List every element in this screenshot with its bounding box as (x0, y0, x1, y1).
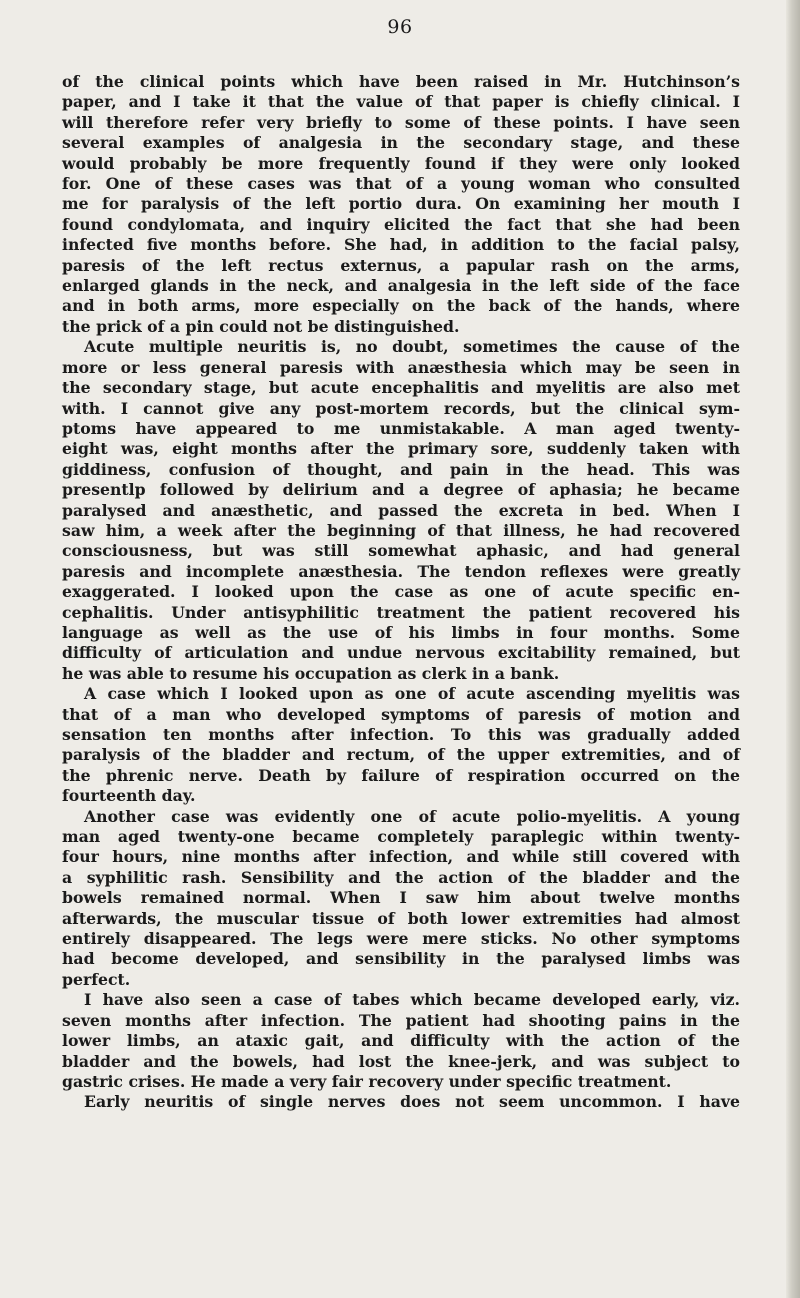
text-line: would probably be more frequently found if they were only looked (62, 153, 740, 173)
text-line: paper, and I take it that the value of that paper is chiefly clinical. I (62, 92, 740, 112)
text-line: of the clinical points which have been raised in Mr. Hutchinson’s (62, 72, 740, 91)
text-line: several examples of analgesia in the secondary stage, and these (62, 133, 740, 153)
text-line: with. I cannot give any post-mortem records, but the clinical sym- (62, 398, 740, 418)
text-line: paralysed and anæsthetic, and passed the excreta in bed. When I (62, 500, 740, 520)
page-number: 96 (387, 16, 413, 38)
body-text (62, 72, 740, 1113)
text-line: perfect. (62, 969, 131, 989)
text-line: I have also seen a case of tabes which became developed early, viz. (84, 990, 740, 1010)
text-line: bowels remained normal. When I saw him about twelve months (62, 888, 740, 908)
text-line: more or less general paresis with anæsthesia which may be seen in (62, 357, 740, 377)
text-line: sensation ten months after infection. To this was gradually added (62, 725, 740, 744)
text-line: infected five months before. She had, in addition to the facial palsy, (62, 235, 740, 255)
text-line: found condylomata, and inquiry elicited the fact that she had been (62, 214, 740, 234)
text-line: that of a man who developed symptoms of paresis of motion and (62, 704, 740, 724)
text-line: Early neuritis of single nerves does not seem uncommon. I have (84, 1092, 740, 1112)
text-line: consciousness, but was still somewhat aphasic, and had general (62, 541, 740, 561)
text-line: man aged twenty-one became completely paraplegic within twenty- (62, 827, 740, 847)
text-line: exaggerated. I looked upon the case as one of acute specific en- (62, 582, 740, 602)
page-edge-shadow (786, 0, 800, 1298)
text-line: fourteenth day. (62, 786, 196, 806)
text-line: and in both arms, more especially on the back of the hands, where (62, 296, 740, 316)
text-line: entirely disappeared. The legs were mere sticks. No other symptoms (62, 929, 740, 949)
text-line: paresis of the left rectus externus, a papular rash on the arms, (62, 255, 740, 275)
text-line: he was able to resume his occupation as clerk in a bank. (62, 663, 560, 683)
text-line: Acute multiple neuritis is, no doubt, sometimes the cause of the (84, 337, 740, 357)
text-line: presentlp followed by delirium and a degree of aphasia; he became (62, 480, 740, 500)
text-line: for. One of these cases was that of a young woman who consulted (62, 174, 740, 194)
text-line: seven months after infection. The patient had shooting pains in the (62, 1010, 740, 1030)
text-line: eight was, eight months after the primary sore, suddenly taken with (62, 439, 740, 459)
text-line: difficulty of articulation and undue nervous excitability remained, but (62, 643, 740, 663)
text-line: the phrenic nerve. Death by failure of respiration occurred on the (62, 765, 740, 785)
text-line: the prick of a pin could not be distinguished. (62, 316, 460, 336)
text-line: afterwards, the muscular tissue of both lower extremities had almost (62, 908, 740, 928)
text-line: paralysis of the bladder and rectum, of the upper extremities, and of (62, 745, 740, 765)
text-line: had become developed, and sensibility in the paralysed limbs was (62, 949, 740, 969)
text-line: four hours, nine months after infection, and while still covered with (62, 847, 740, 867)
text-line: Another case was evidently one of acute polio-myelitis. A young (84, 806, 740, 826)
text-line: a syphilitic rash. Sensibility and the action of the bladder and the (62, 867, 740, 887)
text-line: me for paralysis of the left portio dura. On examining her mouth I (62, 194, 740, 214)
text-line: language as well as the use of his limbs in four months. Some (62, 622, 740, 642)
text-line: the secondary stage, but acute encephalitis and myelitis are also met (62, 378, 740, 398)
text-line: gastric crises. He made a very fair recovery under specific treatment. (62, 1071, 672, 1091)
text-line: A case which I looked upon as one of acute ascending myelitis was (84, 684, 740, 704)
text-line: saw him, a week after the beginning of that illness, he had recovered (62, 520, 740, 540)
text-line: enlarged glands in the neck, and analgesia in the left side of the face (62, 276, 740, 296)
text-line: lower limbs, an ataxic gait, and difficulty with the action of the (62, 1031, 740, 1051)
text-line: ptoms have appeared to me unmistakable. A man aged twenty- (62, 418, 740, 438)
text-line: giddiness, confusion of thought, and pain in the head. This was (62, 459, 740, 479)
text-line: will therefore refer very briefly to some of these points. I have seen (62, 112, 740, 132)
text-line: cephalitis. Under antisyphilitic treatment the patient recovered his (62, 602, 740, 622)
text-line: paresis and incomplete anæsthesia. The tendon reflexes were greatly (62, 561, 740, 581)
text-line: bladder and the bowels, had lost the knee-jerk, and was subject to (62, 1051, 740, 1071)
